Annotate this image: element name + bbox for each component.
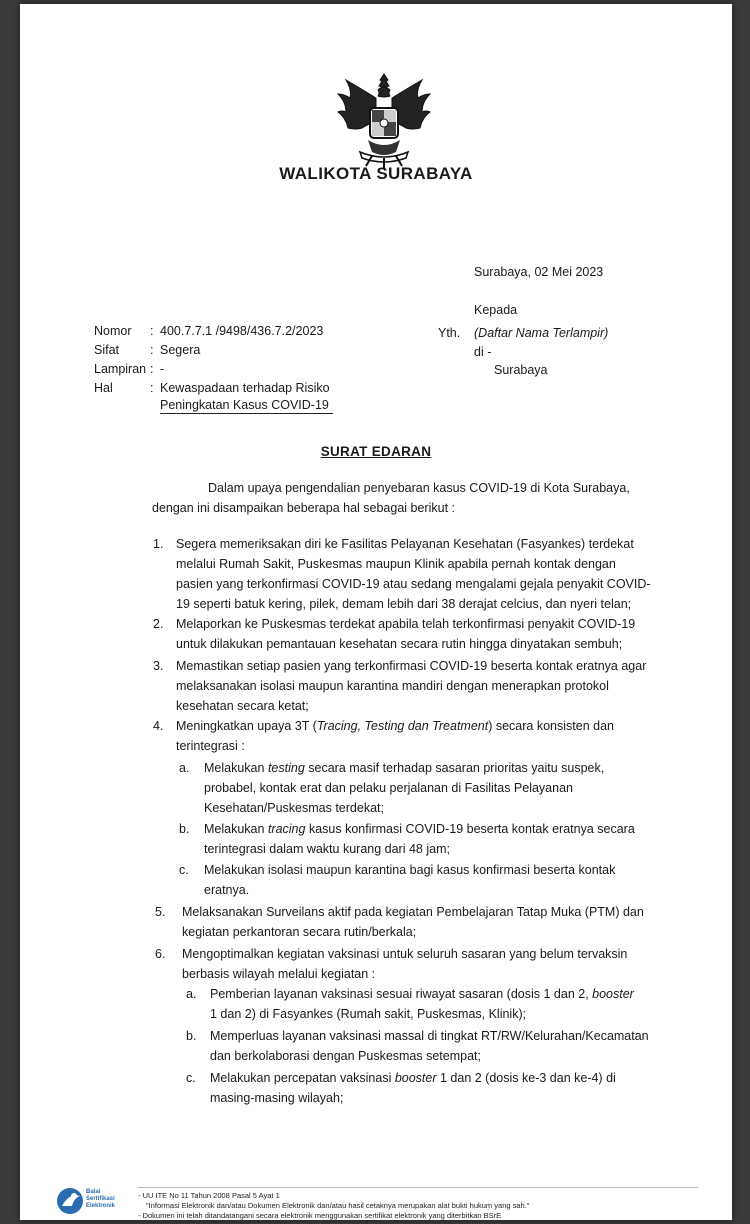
sub-item-letter: c. [186,1071,196,1085]
item-line: Melaksanakan Surveilans aktif pada kegiatan Pembelajaran Tatap Muka (PTM) dan [182,905,644,919]
item-number: 3. [153,659,164,673]
sifat-label: Sifat [94,343,120,357]
italic-text: tracing [267,822,306,836]
letter-page [20,4,732,1220]
text: Melakukan percepatan vaksinasi [210,1071,395,1085]
item-line [210,1026,666,1046]
text: Melakukan [204,822,268,836]
sub-item-letter: b. [179,822,190,836]
nomor-value: 400.7.7.1 /9498/436.7.2/2023 [160,324,324,338]
footer-line: - Dokumen ini telah ditandatangani secara elektronik menggunakan sertifikat elektronik yang diterbitkan BSrE [138,1211,502,1220]
logo-text: Elektronik [86,1203,116,1209]
item-line: melaksanakan isolasi maupun karantina mandiri dengan menerapkan protokol [176,679,609,693]
list-item [182,944,666,984]
text: 1 dan 2 (dosis ke-3 dan ke-4) di [436,1071,616,1085]
sub-item-letter: a. [179,761,190,775]
item-line: terintegrasi dalam waktu kurang dari 48 jam; [204,842,450,856]
text: Memperluas layanan vaksinasi massal di tingkat RT/RW/Kelurahan/Kecamatan [210,1029,649,1043]
item-line [204,860,666,880]
footer-line: - UU ITE No 11 Tahun 2008 Pasal 5 Ayat 1 [138,1191,280,1200]
item-line [210,1068,666,1088]
item-line: kesehatan secara ketat; [176,699,309,713]
item-number: 4. [153,719,164,733]
item-line: Melaporkan ke Puskesmas terdekat apabila telah terkonfirmasi penyakit COVID-19 [176,617,636,631]
text: Pemberian layanan vaksinasi sesuai riwayat sasaran (dosis 1 dan 2, [210,987,593,1001]
intro-line1: Dalam upaya pengendalian penyebaran kasus COVID-19 di Kota Surabaya, [208,481,630,495]
item-line: dan berkolaborasi dengan Puskesmas setempat; [210,1049,481,1063]
item-line: Segera memeriksakan diri ke Fasilitas Pelayanan Kesehatan (Fasyankes) terdekat [176,537,634,551]
italic-text: booster [592,987,634,1001]
di-label: di - [474,345,492,359]
italic-text: testing [267,761,305,775]
colon: : [150,343,154,357]
item-line: probabel, kontak erat dan pelaku perjalanan di Fasilitas Pelayanan [204,781,573,795]
footer-line: "Informasi Elektronik dan/atau Dokumen Elektronik dan/atau hasil cetaknya merupakan alat bukti hukum yang sah." [146,1201,530,1210]
hal-label: Hal [94,381,113,395]
bsre-logo-icon [56,1184,136,1220]
footer-notice [138,1191,529,1220]
list-item [176,716,666,756]
sub-item [204,819,666,859]
item-number: 5. [155,905,166,919]
item-line: untuk dilakukan pemantauan kesehatan secara rutin hingga dinyatakan sembuh; [176,637,623,651]
item-line [176,716,666,736]
item-line: berbasis wilayah melalui kegiatan : [182,967,376,981]
intro-line2: dengan ini disampaikan beberapa hal sebagai berikut : [152,501,455,515]
footer-divider [138,1187,698,1188]
sub-item [210,984,666,1024]
item-number: 1. [153,537,164,551]
sifat-value: Segera [160,343,201,357]
item-line: 1 dan 2) di Fasyankes (Rumah sakit, Puskesmas, Klinik); [210,1007,527,1021]
item-line: eratnya. [204,883,250,897]
item-line: masing-masing wilayah; [210,1091,344,1105]
item-line: pasien yang terkonfirmasi COVID-19 atau sedang mengalami gejala penyakit COVID- [176,577,651,591]
page-title: WALIKOTA SURABAYA [279,164,473,183]
recipient: (Daftar Nama Terlampir) [474,326,609,340]
sub-item-letter: a. [186,987,197,1001]
item-line: Memastikan setiap pasien yang terkonfirmasi COVID-19 beserta kontak eratnya agar [176,659,647,673]
logo-text: Sertifikasi [86,1196,115,1202]
italic-text: Tracing, Testing dan Treatment [316,719,489,733]
item-line: 19 seperti batuk kering, pilek, demam lebih dari 38 derajat celcius, dan nyeri telan; [176,597,632,611]
sub-item [204,860,666,900]
colon: : [150,362,154,376]
text: Melakukan [204,761,268,775]
recipient-city: Surabaya [494,363,548,377]
garuda-emblem-icon [332,70,436,170]
text: secara masif terhadap sasaran prioritas yaitu suspek, [304,761,605,775]
hal-value-line2: Peningkatan Kasus COVID-19 [160,398,333,414]
nomor-label: Nomor [94,324,132,338]
text: Meningkatkan upaya 3T ( [176,719,317,733]
item-number: 2. [153,617,164,631]
kepada-label: Kepada [474,303,518,317]
item-number: 6. [155,947,166,961]
hal-value-line1: Kewaspadaan terhadap Risiko [160,381,330,395]
sub-item-letter: b. [186,1029,197,1043]
sub-item-letter: c. [179,863,189,877]
item-line: kegiatan perkantoran secara rutin/berkala; [182,925,417,939]
surat-edaran-heading: SURAT EDARAN [320,444,432,459]
item-line [204,819,666,839]
italic-text: booster [394,1071,437,1085]
logo-text: Balai [86,1189,101,1195]
item-line: Mengoptimalkan kegiatan vaksinasi untuk seluruh sasaran yang belum tervaksin [182,947,628,961]
text: kasus konfirmasi COVID-19 beserta kontak eratnya secara [305,822,635,836]
item-line: Kesehatan/Puskesmas terdekat; [204,801,384,815]
item-line [204,758,666,778]
list-item [182,902,666,942]
sub-item [210,1068,666,1108]
lampiran-value: - [160,362,165,376]
item-line: terintegrasi : [176,739,245,753]
item-line [210,984,666,1004]
item-line: melalui Rumah Sakit, Puskesmas maupun Klinik apabila pernah kontak dengan [176,557,616,571]
sub-item [204,758,666,818]
yth-label: Yth. [438,326,461,340]
letter-date: Surabaya, 02 Mei 2023 [474,265,604,279]
colon: : [150,324,154,338]
text: ) secara konsisten dan [488,719,614,733]
sub-item [210,1026,666,1066]
lampiran-label: Lampiran [94,362,147,376]
list-item [176,656,666,716]
list-item [176,614,666,654]
text: Melakukan isolasi maupun karantina bagi kasus konfirmasi beserta kontak [204,863,616,877]
colon: : [150,381,154,395]
list-item [176,534,666,614]
